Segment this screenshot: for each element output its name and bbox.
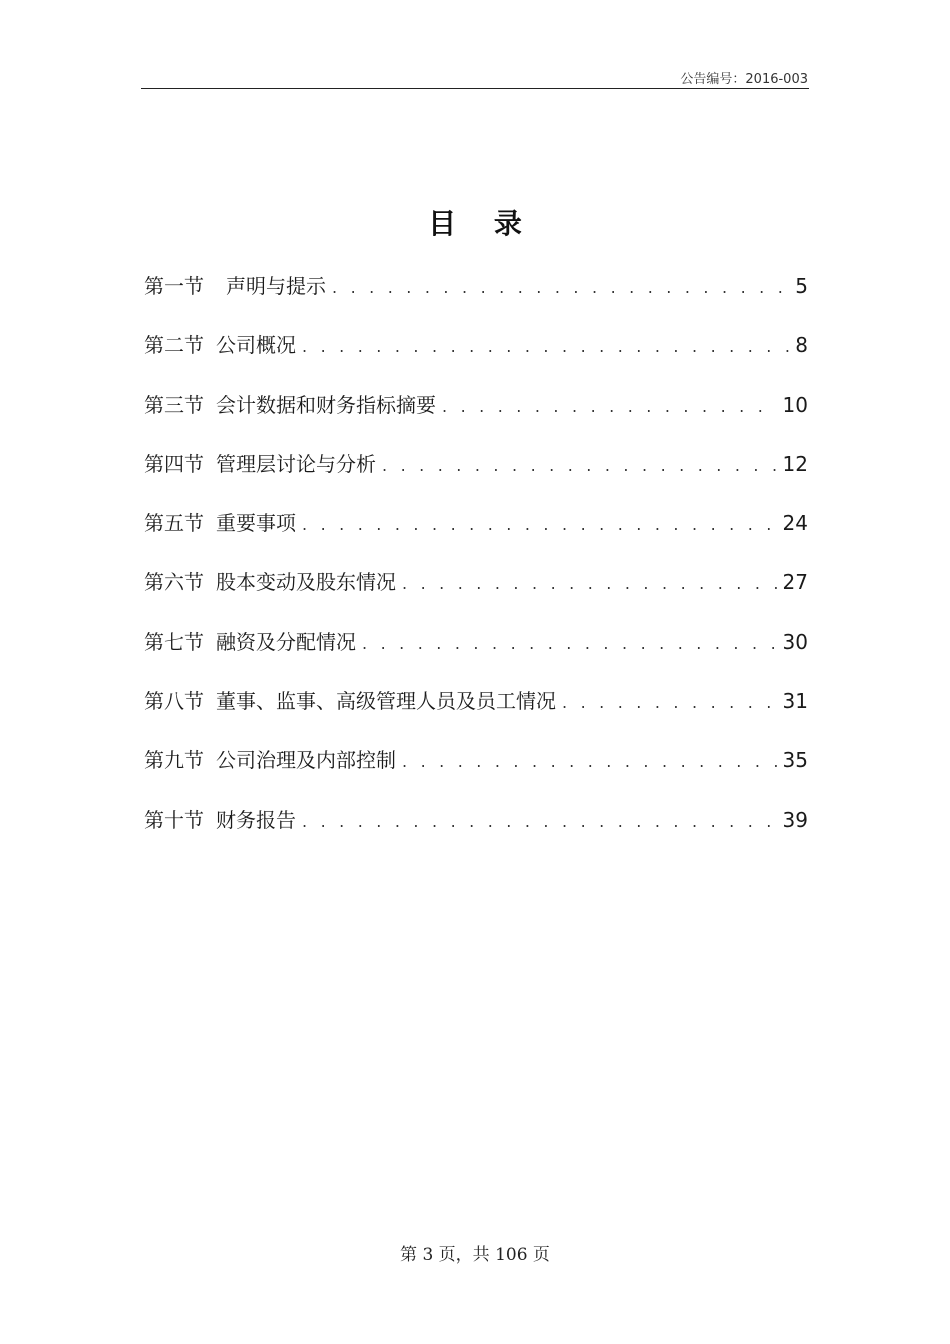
toc-entry-10[interactable] [144,804,808,863]
toc-entry-2[interactable] [144,329,808,388]
toc-dot-leader [442,397,777,416]
toc-entry-7[interactable] [144,626,808,685]
toc-page-number: 12 [782,451,808,476]
toc-dot-leader [362,634,777,653]
toc-entry-title: 公司治理及内部控制 [216,748,396,773]
toc-entry-6[interactable] [144,566,808,625]
toc-entry-4[interactable] [144,448,808,507]
toc-page-number: 5 [795,274,808,298]
toc-page-number: 35 [782,748,808,773]
toc-dot-leader [302,337,789,356]
header-divider [141,88,809,89]
toc-dot-leader [302,515,777,534]
toc-page-number: 27 [782,570,808,595]
toc-entry-1[interactable] [144,270,808,329]
toc-dot-leader [402,574,777,593]
toc-entry-8[interactable] [144,685,808,744]
toc-entry-5[interactable] [144,507,808,566]
toc-section-label: 第六节 [144,570,204,595]
toc-entry-title: 财务报告 [216,807,296,832]
toc-section-label: 第五节 [144,511,204,536]
toc-page-number: 10 [782,392,808,417]
toc-dot-leader [302,812,777,831]
toc-section-label: 第九节 [144,748,204,773]
toc-entry-title: 股本变动及股东情况 [216,570,396,595]
toc-entry-title: 会计数据和财务指标摘要 [216,392,436,417]
toc-entry-title: 声明与提示 [226,274,326,298]
toc-section-label: 第七节 [144,629,204,654]
toc-dot-leader [562,693,777,712]
toc-section-label: 第四节 [144,451,204,476]
toc-entry-title: 重要事项 [216,511,296,536]
toc-dot-leader [382,456,777,475]
table-of-contents [144,270,808,863]
toc-dot-leader [402,752,777,771]
toc-title: 目 录 [428,207,536,240]
toc-page-number: 8 [795,333,808,358]
toc-section-label: 第十节 [144,807,204,832]
toc-section-label: 第一节 [144,274,204,298]
page-indicator: 第 3 页，共 106 页 [400,1245,550,1265]
toc-entry-title: 管理层讨论与分析 [216,451,376,476]
toc-page-number: 31 [782,689,808,714]
toc-entry-title: 董事、监事、高级管理人员及员工情况 [216,689,556,714]
toc-section-label: 第二节 [144,333,204,358]
toc-page-number: 39 [782,807,808,832]
toc-entry-title: 融资及分配情况 [216,629,356,654]
toc-section-label: 第八节 [144,689,204,714]
toc-entry-3[interactable] [144,389,808,448]
toc-page-number: 30 [782,629,808,654]
toc-section-label: 第三节 [144,392,204,417]
announcement-number: 公告编号：2016-003 [680,72,808,87]
toc-dot-leader [332,278,789,297]
toc-entry-title: 公司概况 [216,333,296,358]
toc-page-number: 24 [782,511,808,536]
toc-entry-9[interactable] [144,744,808,803]
